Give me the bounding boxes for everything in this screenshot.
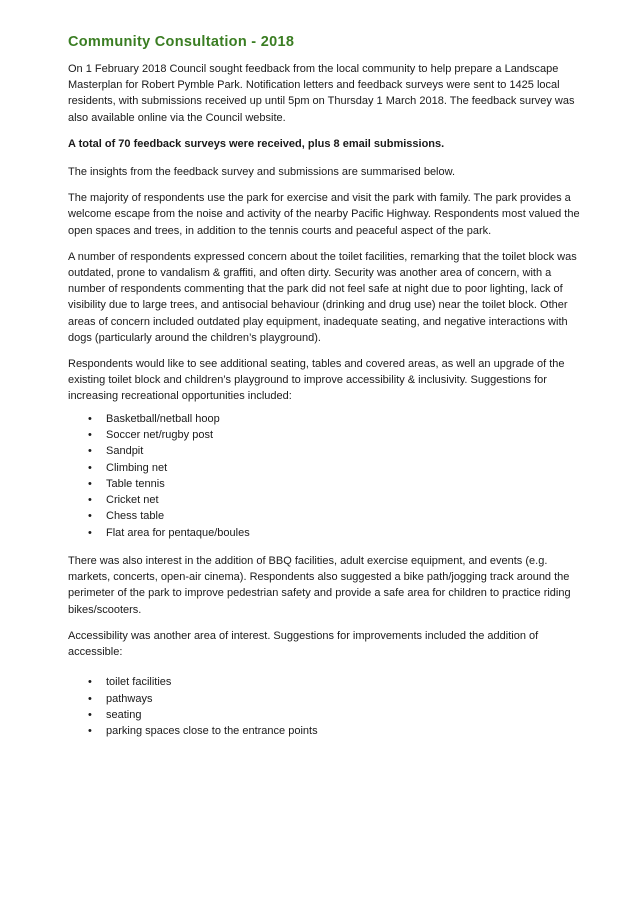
list-item: • seating [106,707,583,723]
interest-paragraph: There was also interest in the addition of BBQ facilities, adult exercise equipment, and events (e.g. markets, concerts, open-air cinema). Respondents also suggested a bike path/jogging track around the perimeter of the park to improve pedestrian safety and provide a safe area for children to practice riding bikes/scooters. [68,555,571,616]
list-item: • Basketball/netball hoop [106,411,583,427]
accessibility-paragraph: Accessibility was another area of interest. Suggestions for improvements included the addition of accessible: [68,629,539,659]
list-item: • Chess table [106,508,583,524]
intro-paragraph: On 1 February 2018 Council sought feedback from the local community to help prepare a Landscape Masterplan for Robert Pymble Park. Notification letters and feedback surveys were sent to 1425 local residents, with submissions received up until 5pm on Thursday 1 March 2018. The feedback survey was also available online via the Council website. [68,63,575,124]
recreation-list [68,411,583,541]
accessibility-list [68,674,583,739]
list-item: • Climbing net [106,460,583,476]
summary-intro-paragraph: The insights from the feedback survey and submissions are summarised below. [68,166,456,179]
concerns-paragraph: A number of respondents expressed concern about the toilet facilities, remarking that the toilet block was outdated, prone to vandalism & graffiti, and often dirty. Security was another area of concern, with a number of respondents commenting that the park did not feel safe at night due to poor lighting, lack of visibility due to large trees, and antisocial behaviour (drinking and drug use) near the toilet block. Other areas of concern included outdated play equipment, inadequate seating, and negative interactions with dogs (particularly around the children’s playground). [68,250,577,344]
usage-paragraph: The majority of respondents use the park for exercise and visit the park with family. The park provides a welcome escape from the noise and activity of the nearby Pacific Highway. Respondents most valued the open spaces and trees, in addition to the tennis courts and peaceful aspect of the park. [68,192,580,237]
list-item: • Cricket net [106,492,583,508]
list-item: • pathways [106,691,583,707]
suggestions-paragraph: Respondents would like to see additional seating, tables and covered areas, as well an upgrade of the existing toilet block and children’s playground to improve accessibility & inclusivity. Suggestions for increasing recreational opportunities included: [68,358,565,403]
page-title: Community Consultation - 2018 [68,34,295,50]
list-item: • Soccer net/rugby post [106,427,583,443]
list-item: • Sandpit [106,443,583,459]
list-item: • Table tennis [106,476,583,492]
survey-total-paragraph: A total of 70 feedback surveys were received, plus 8 email submissions. [68,137,445,150]
list-item: • parking spaces close to the entrance points [106,723,583,739]
list-item: • toilet facilities [106,674,583,690]
list-item: • Flat area for pentaque/boules [106,525,583,541]
